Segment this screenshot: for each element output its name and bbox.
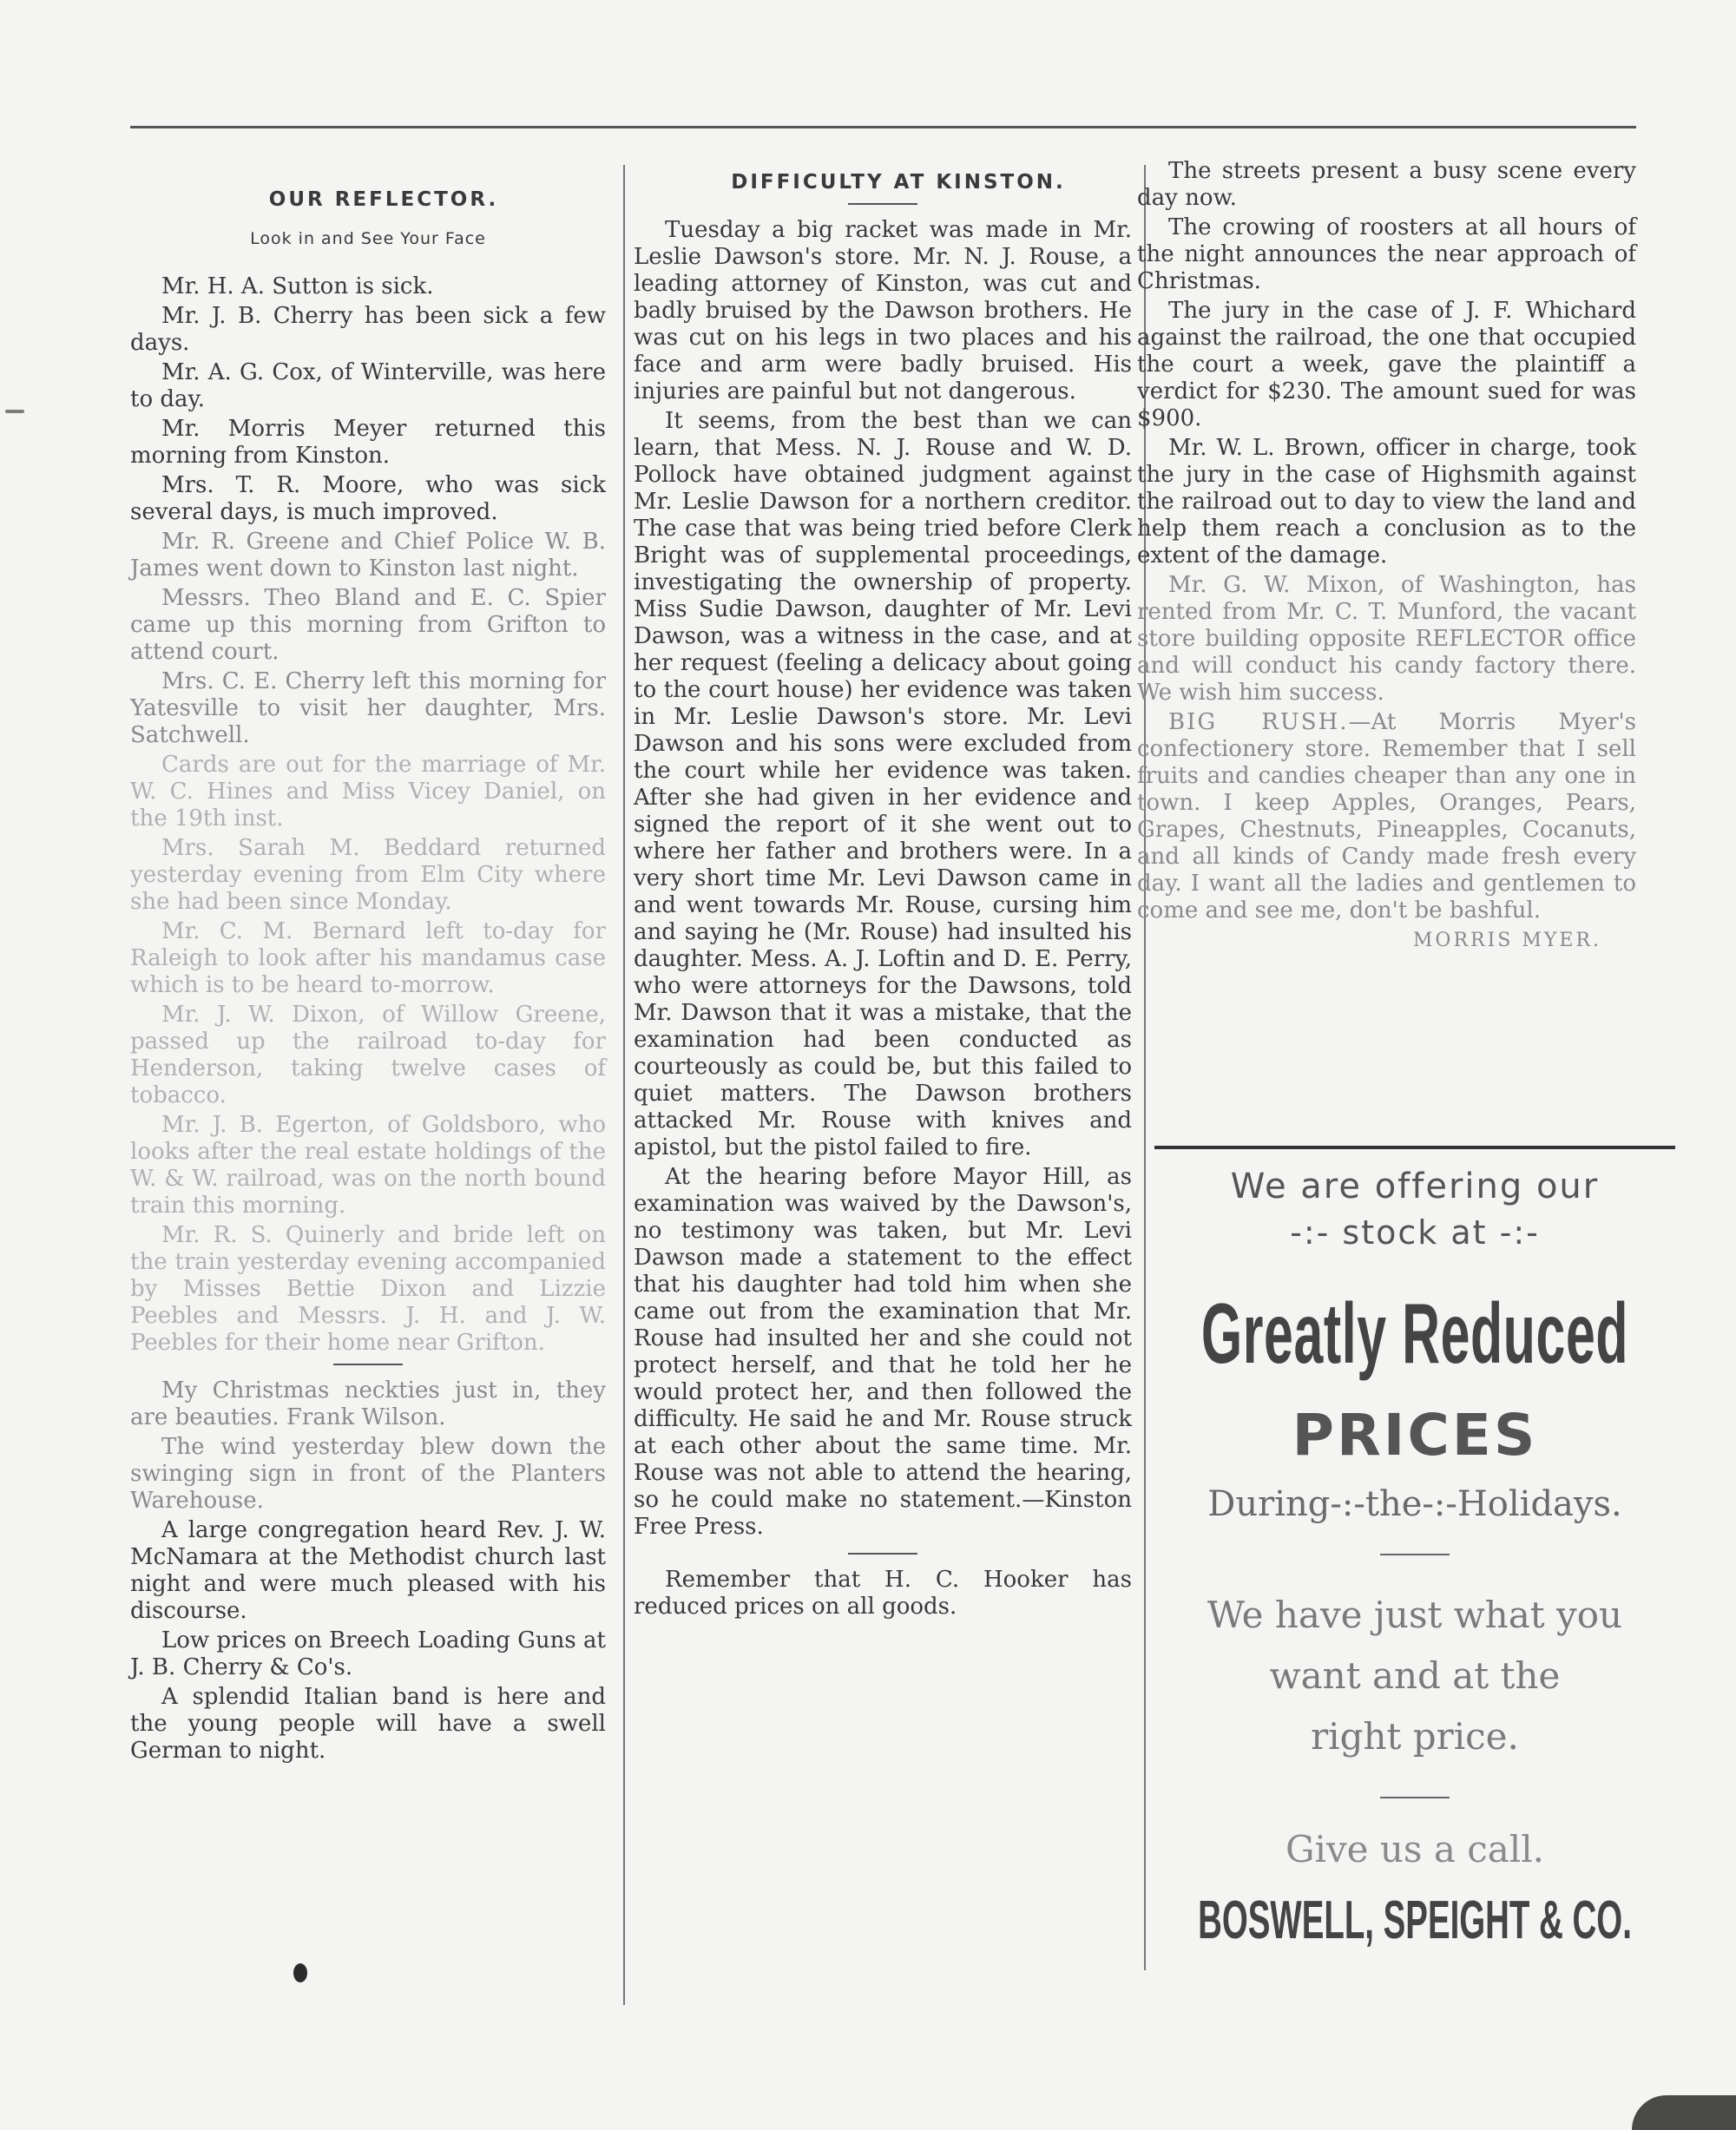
paragraph: Mr. J. B. Cherry has been sick a few days. bbox=[130, 303, 606, 356]
paragraph: Mr. A. G. Cox, of Winterville, was here to day. bbox=[130, 359, 606, 412]
paragraph: My Christmas neckties just in, they are beauties. Frank Wilson. bbox=[130, 1377, 606, 1430]
ad-offer-1: We have just what you bbox=[1207, 1594, 1623, 1636]
paragraph: Mr. G. W. Mixon, of Washington, has rented from Mr. C. T. Munford, the vacant store building opposite REFLECTOR office and will conduct his candy factory there. We wish him success. bbox=[1137, 572, 1636, 706]
paragraph: Mr. J. W. Dixon, of Willow Greene, passed up the railroad to-day for Henderson, taking twelve cases of tobacco. bbox=[130, 1002, 606, 1108]
big-rush-notice bbox=[1137, 709, 1636, 924]
paragraph: A splendid Italian band is here and the young people will have a swell German to night. bbox=[130, 1684, 606, 1764]
paragraph: Mr. R. Greene and Chief Police W. B. James went down to Kinston last night. bbox=[130, 529, 606, 582]
paragraph: Mr. R. S. Quinerly and bride left on the train yesterday evening accompanied by Misses Bettie Dixon and Lizzie Peebles and Messrs. J. H. and J. W. Peebles for their home near Grifton. bbox=[130, 1222, 606, 1356]
column-heading: OUR REFLECTOR. bbox=[268, 188, 499, 211]
column-article bbox=[634, 169, 1132, 1623]
paragraph: Mr. J. B. Egerton, of Goldsboro, who looks after the real estate holdings of the W. & W. railroad, was on the north bound train this morning. bbox=[130, 1112, 606, 1219]
advertisement bbox=[1154, 1146, 1675, 1951]
ad-line-2: -:- stock at -:- bbox=[1290, 1213, 1540, 1252]
local-items-2 bbox=[130, 1377, 606, 1765]
scan-corner-shadow bbox=[1632, 2095, 1736, 2130]
big-rush-text: —At Morris Myer's confectionery store. Remember that I sell fruits and candies cheaper than any one in town. I keep Apples, Oranges, Pears, Grapes, Chestnuts, Pineapples, Cocanuts, and all kinds of Candy made fresh every day. I want all the ladies and gentlemen to come and see me, don't be bashful. bbox=[1137, 709, 1636, 924]
paragraph: The wind yesterday blew down the swinging sign in front of the Planters Warehouse. bbox=[130, 1434, 606, 1514]
short-rule bbox=[848, 1553, 917, 1555]
ad-offer-3: right price. bbox=[1311, 1715, 1519, 1758]
short-rule bbox=[333, 1364, 403, 1365]
column-divider-1 bbox=[623, 165, 625, 2005]
signature: MORRIS MYER. bbox=[1412, 930, 1601, 951]
paragraph: Mrs. Sarah M. Beddard returned yesterday evening from Elm City where she had been since Monday. bbox=[130, 835, 606, 915]
news-items bbox=[1137, 158, 1636, 707]
ad-separator bbox=[1380, 1797, 1450, 1798]
paragraph: At the hearing before Mayor Hill, as examination was waived by the Dawson's, no testimony was taken, but Mr. Levi Dawson made a statement to the effect that his daughter had told him when she came out from the examination that Mr. Rouse had insulted her and she could not protect herself, and that he told her he would protect her, and then followed the difficulty. He said he and Mr. Rouse struck at each other about the same time. Mr. Rouse was not able to attend the hearing, so he could make no statement.—Kinston Free Press. bbox=[634, 1164, 1132, 1540]
paragraph: Messrs. Theo Bland and E. C. Spier came up this morning from Grifton to attend court. bbox=[130, 585, 606, 665]
short-rule bbox=[848, 203, 917, 205]
paragraph: Mr. C. M. Bernard left to-day for Raleigh to look after his mandamus case which is to be heard to-morrow. bbox=[130, 918, 606, 998]
ad-offer-2: want and at the bbox=[1269, 1654, 1561, 1697]
paragraph: Cards are out for the marriage of Mr. W. C. Hines and Miss Vicey Daniel, on the 19th inst. bbox=[130, 752, 606, 832]
local-items bbox=[130, 273, 606, 1357]
hooker-notice: Remember that H. C. Hooker has reduced prices on all goods. bbox=[634, 1567, 1132, 1620]
ad-separator bbox=[1380, 1554, 1450, 1555]
ad-line-1: We are offering our bbox=[1230, 1167, 1600, 1206]
column-news-3 bbox=[1137, 158, 1636, 954]
column-local-news bbox=[130, 187, 606, 1767]
paragraph: A large congregation heard Rev. J. W. McNamara at the Methodist church last night and were much pleased with his discourse. bbox=[130, 1517, 606, 1624]
paragraph: The jury in the case of J. F. Whichard against the railroad, the one that occupied the court a week, gave the plaintiff a verdict for $230. The amount sued for was $900. bbox=[1137, 298, 1636, 431]
paragraph: Low prices on Breech Loading Guns at J. B. Cherry & Co's. bbox=[130, 1627, 606, 1680]
paragraph: Mr. Morris Meyer returned this morning from Kinston. bbox=[130, 416, 606, 469]
scan-speck bbox=[5, 410, 24, 413]
article-body bbox=[634, 217, 1132, 1541]
column-subheading: Look in and See Your Face bbox=[250, 229, 486, 248]
article-heading: DIFFICULTY AT KINSTON. bbox=[731, 171, 1066, 194]
paragraph: It seems, from the best than we can learn, that Mess. N. J. Rouse and W. D. Pollock have obtained judgment against Mr. Leslie Dawson for a northern creditor. The case that was being tried before Clerk Bright was of supplemental proceedings, investigating the ownership of property. Miss Sudie Dawson, daughter of Mr. Levi Dawson, was a witness in the case, and at her request (feeling a delicacy about going to the court house) her evidence was taken in Mr. Leslie Dawson's store. Mr. Levi Dawson and his sons were excluded from the court while her evidence was taken. After she had given in her evidence and signed the report of it she went out to where her father and brothers were. In a very short time Mr. Levi Dawson came in and went towards Mr. Rouse, cursing him and saying he (Mr. Rouse) had insulted his daughter. Mess. A. J. Loftin and D. E. Perry, who were attorneys for the Dawsons, told Mr. Dawson that it was a mistake, that the examination had been conducted as courteously as could be, but this failed to quiet matters. The Dawson brothers attacked Mr. Rouse with knives and apistol, but the pistol failed to fire. bbox=[634, 408, 1132, 1160]
paragraph: The streets present a busy scene every day now. bbox=[1137, 158, 1636, 211]
ad-headline: Greatly Reduced bbox=[1200, 1285, 1629, 1381]
ad-holidays: During-:-the-:-Holidays. bbox=[1207, 1484, 1622, 1524]
paragraph: Tuesday a big racket was made in Mr. Leslie Dawson's store. Mr. N. J. Rouse, a leading attorney of Kinston, was cut and badly bruised by the Dawson brothers. He was cut on his legs in two places and his face and arm were badly bruised. His injuries are painful but not dangerous. bbox=[634, 217, 1132, 404]
paragraph: The crowing of roosters at all hours of the night announces the near approach of Christmas. bbox=[1137, 214, 1636, 294]
scan-speck bbox=[293, 1963, 307, 1982]
ad-firm-name: BOSWELL, SPEIGHT & CO. bbox=[1198, 1890, 1632, 1950]
paragraph: Mrs. T. R. Moore, who was sick several days, is much improved. bbox=[130, 472, 606, 525]
paragraph: Mrs. C. E. Cherry left this morning for Yatesville to visit her daughter, Mrs. Satchwell. bbox=[130, 668, 606, 748]
ad-prices: PRICES bbox=[1292, 1402, 1538, 1469]
top-rule bbox=[130, 126, 1636, 128]
ad-call: Give us a call. bbox=[1285, 1828, 1545, 1870]
big-rush-title: BIG RUSH. bbox=[1168, 709, 1349, 735]
paragraph: Mr. W. L. Brown, officer in charge, took the jury in the case of Highsmith against the railroad out to day to view the land and help them reach a conclusion as to the extent of the damage. bbox=[1137, 435, 1636, 569]
paragraph: Mr. H. A. Sutton is sick. bbox=[161, 273, 434, 299]
